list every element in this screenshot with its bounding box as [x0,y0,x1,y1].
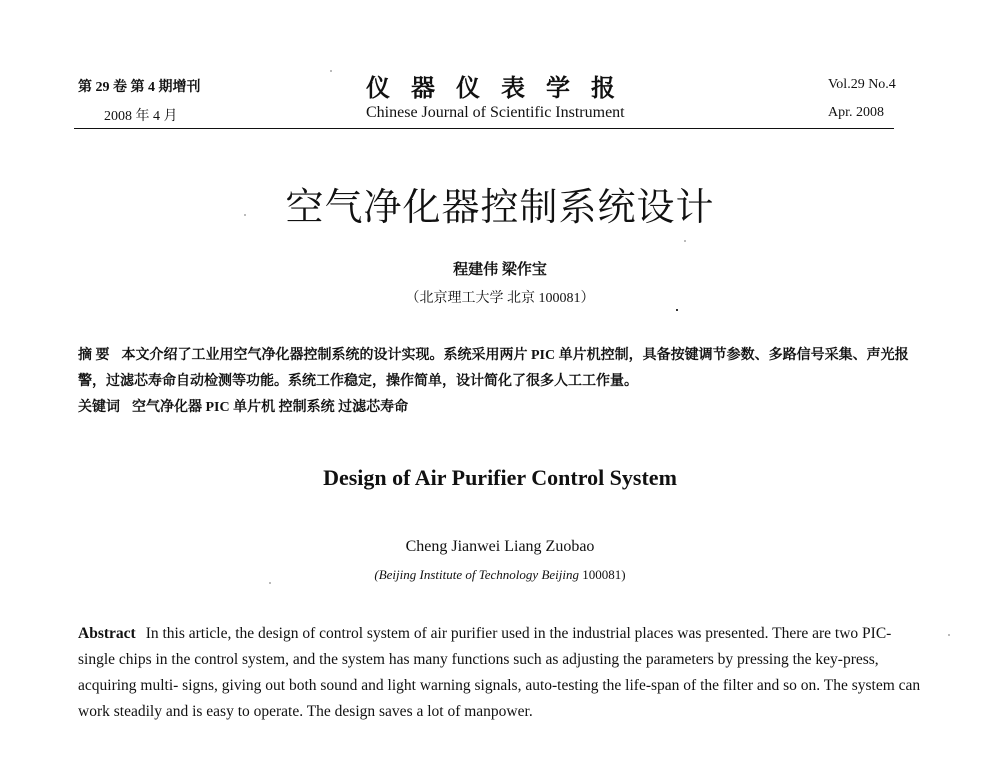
affiliation-en [0,567,1000,583]
scan-speck [948,634,950,636]
volume-issue: 第 29 卷 第 4 期增刊 [78,80,201,95]
affiliation-en-institute: (Beijing Institute of Technology Beijing [374,567,579,582]
abstract-en [78,621,928,725]
scan-speck [269,582,271,584]
keywords-text-cn: 空气净化器 PIC 单片机 控制系统 过滤芯寿命 [132,400,409,415]
abstract-label-en: Abstract [78,625,136,642]
abstract-text-cn: 本文介绍了工业用空气净化器控制系统的设计实现。系统采用两片 PIC 单片机控制，具备按键调节参数、多路信号采集、声光报警，过滤芯寿命自动检测等功能。系统工作稳定，操作简单，设计简化了很多人工工作量。 [78,348,909,389]
scan-speck [330,70,332,72]
affiliation-en-code: 100081) [579,567,626,582]
paper-title-en: Design of Air Purifier Control System [323,465,677,490]
publication-date-cn: 2008 年 4 月 [104,109,178,124]
paper-title-cn: 空气净化器控制系统设计 [285,185,715,229]
scan-speck [244,214,246,216]
journal-title-en: Chinese Journal of Scientific Instrument [366,104,625,121]
keywords-label-cn: 关键词 [78,400,120,415]
abstract-text-en: In this article, the design of control system of air purifier used in the industrial places was presented. There are two PIC- single chips in the control system, and the system has many functions such as adjusting the parameters by pressing the key-press, acquiring multi- signs, giving out both sound and light warning signals, auto-testing the life-span of the filter and so on. The system can work steadily and is easy to operate. The design saves a lot of manpower. [78,625,921,720]
affiliation-cn: （北京理工大学 北京 100081） [405,291,595,306]
header-rule [74,128,894,129]
publication-date-en: Apr. 2008 [828,105,884,120]
volume-en: Vol.29 No.4 [828,77,896,92]
authors-en: Cheng Jianwei Liang Zuobao [405,538,595,555]
keywords-cn [78,396,408,416]
journal-title-cn: 仪器仪表学报 [366,76,636,102]
abstract-label-cn: 摘 要 [78,348,110,363]
scan-speck [676,309,678,311]
scan-speck [684,240,686,242]
authors-cn: 程建伟 梁作宝 [453,262,547,278]
abstract-cn [78,343,918,395]
